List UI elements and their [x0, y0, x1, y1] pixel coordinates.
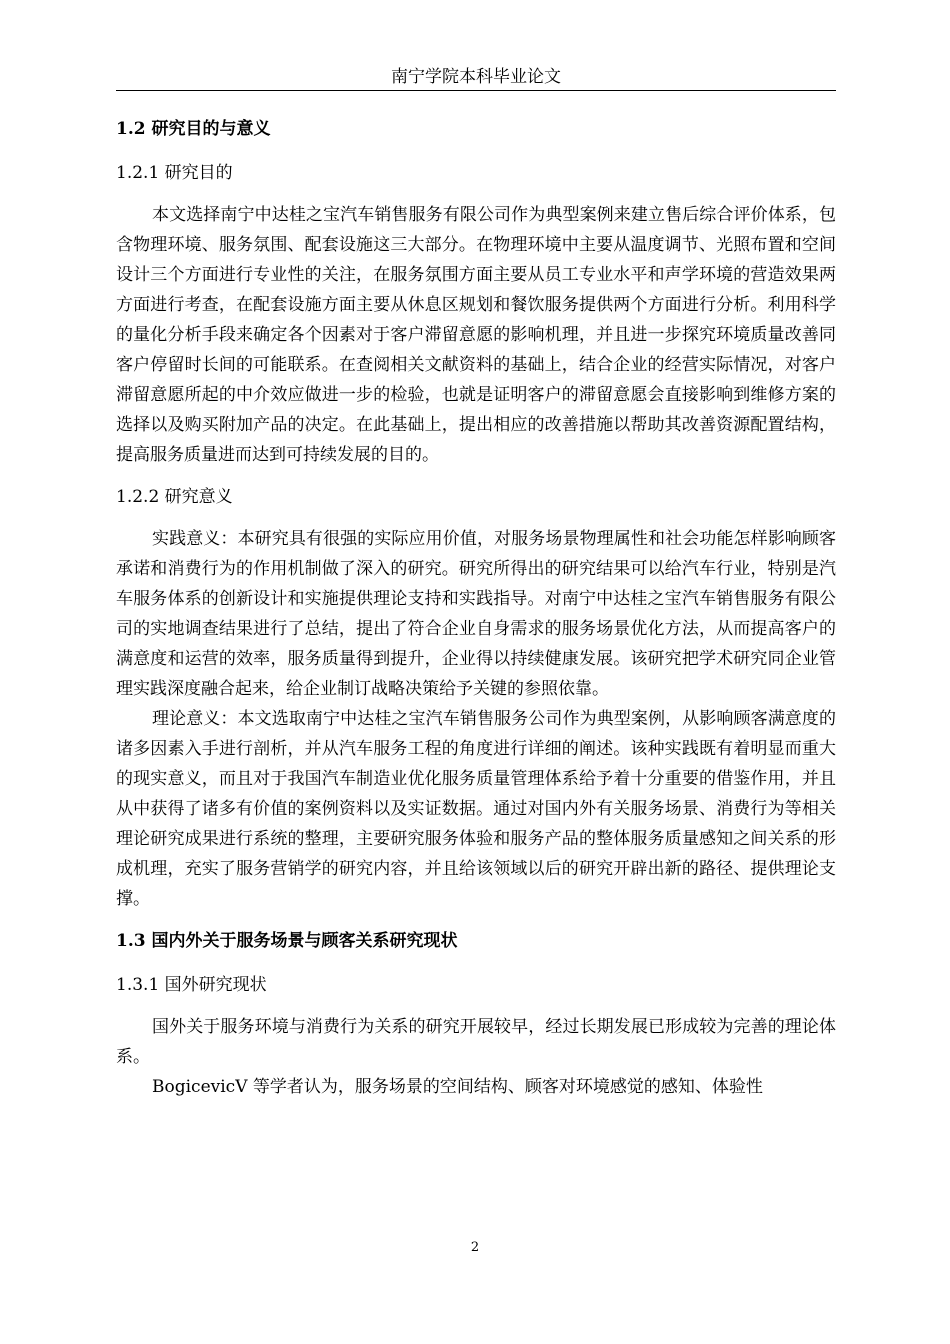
body-content: [116, 114, 836, 1102]
subsection-heading-1-2-1: 1.2.1 研究目的: [116, 163, 233, 183]
page-number: 2: [470, 1240, 480, 1255]
running-header: 南宁学院本科毕业论文: [391, 67, 561, 87]
paragraph-research-purpose: 本文选择南宁中达桂之宝汽车销售服务有限公司作为典型案例来建立售后综合评价体系，包含物理环境、服务氛围、配套设施这三大部分。在物理环境中主要从温度调节、光照布置和空间设计三个方面进行专业性的关注，在服务氛围方面主要从员工专业水平和声学环境的营造效果两方面进行考查，在配套设施方面主要从休息区规划和餐饮服务提供两个方面进行分析。利用科学的量化分析手段来确定各个因素对于客户滞留意愿的影响机理，并且进一步探究环境质量改善同客户停留时长间的可能联系。在查阅相关文献资料的基础上，结合企业的经营实际情况，对客户滞留意愿所起的中介效应做进一步的检验，也就是证明客户的滞留意愿会直接影响到维修方案的选择以及购买附加产品的决定。在此基础上，提出相应的改善措施以帮助其改善资源配置结构，提高服务质量进而达到可持续发展的目的。: [116, 205, 836, 465]
paragraph-bogicevic: BogicevicV 等学者认为，服务场景的空间结构、顾客对环境感觉的感知、体验性: [152, 1077, 763, 1097]
paragraph-theoretical-significance: 理论意义：本文选取南宁中达桂之宝汽车销售服务公司作为典型案例，从影响顾客满意度的诸多因素入手进行剖析，并从汽车服务工程的角度进行详细的阐述。该种实践既有着明显而重大的现实意义，而且对于我国汽车制造业优化服务质量管理体系给予着十分重要的借鉴作用，并且从中获得了诸多有价值的案例资料以及实证数据。通过对国内外有关服务场景、消费行为等相关理论研究成果进行系统的整理，主要研究服务体验和服务产品的整体服务质量感知之间关系的形成机理，充实了服务营销学的研究内容，并且给该领域以后的研究开辟出新的路径、提供理论支撑。: [116, 709, 836, 909]
subsection-heading-1-2-2: 1.2.2 研究意义: [116, 487, 233, 507]
section-heading-1-3: 1.3 国内外关于服务场景与顾客关系研究现状: [116, 931, 458, 951]
paragraph-foreign-research-intro: 国外关于服务环境与消费行为关系的研究开展较早，经过长期发展已形成较为完善的理论体系。: [116, 1017, 836, 1067]
subsection-heading-1-3-1: 1.3.1 国外研究现状: [116, 975, 267, 995]
paragraph-practical-significance: 实践意义：本研究具有很强的实际应用价值，对服务场景物理属性和社会功能怎样影响顾客承诺和消费行为的作用机制做了深入的研究。研究所得出的研究结果可以给汽车行业，特别是汽车服务体系的创新设计和实施提供理论支持和实践指导。对南宁中达桂之宝汽车销售服务有限公司的实地调查结果进行了总结，提出了符合企业自身需求的服务场景优化方法，从而提高客户的满意度和运营的效率，服务质量得到提升，企业得以持续健康发展。该研究把学术研究同企业管理实践深度融合起来，给企业制订战略决策给予关键的参照依靠。: [116, 529, 836, 699]
section-heading-1-2: 1.2 研究目的与意义: [116, 119, 271, 139]
header-rule: [116, 90, 836, 91]
